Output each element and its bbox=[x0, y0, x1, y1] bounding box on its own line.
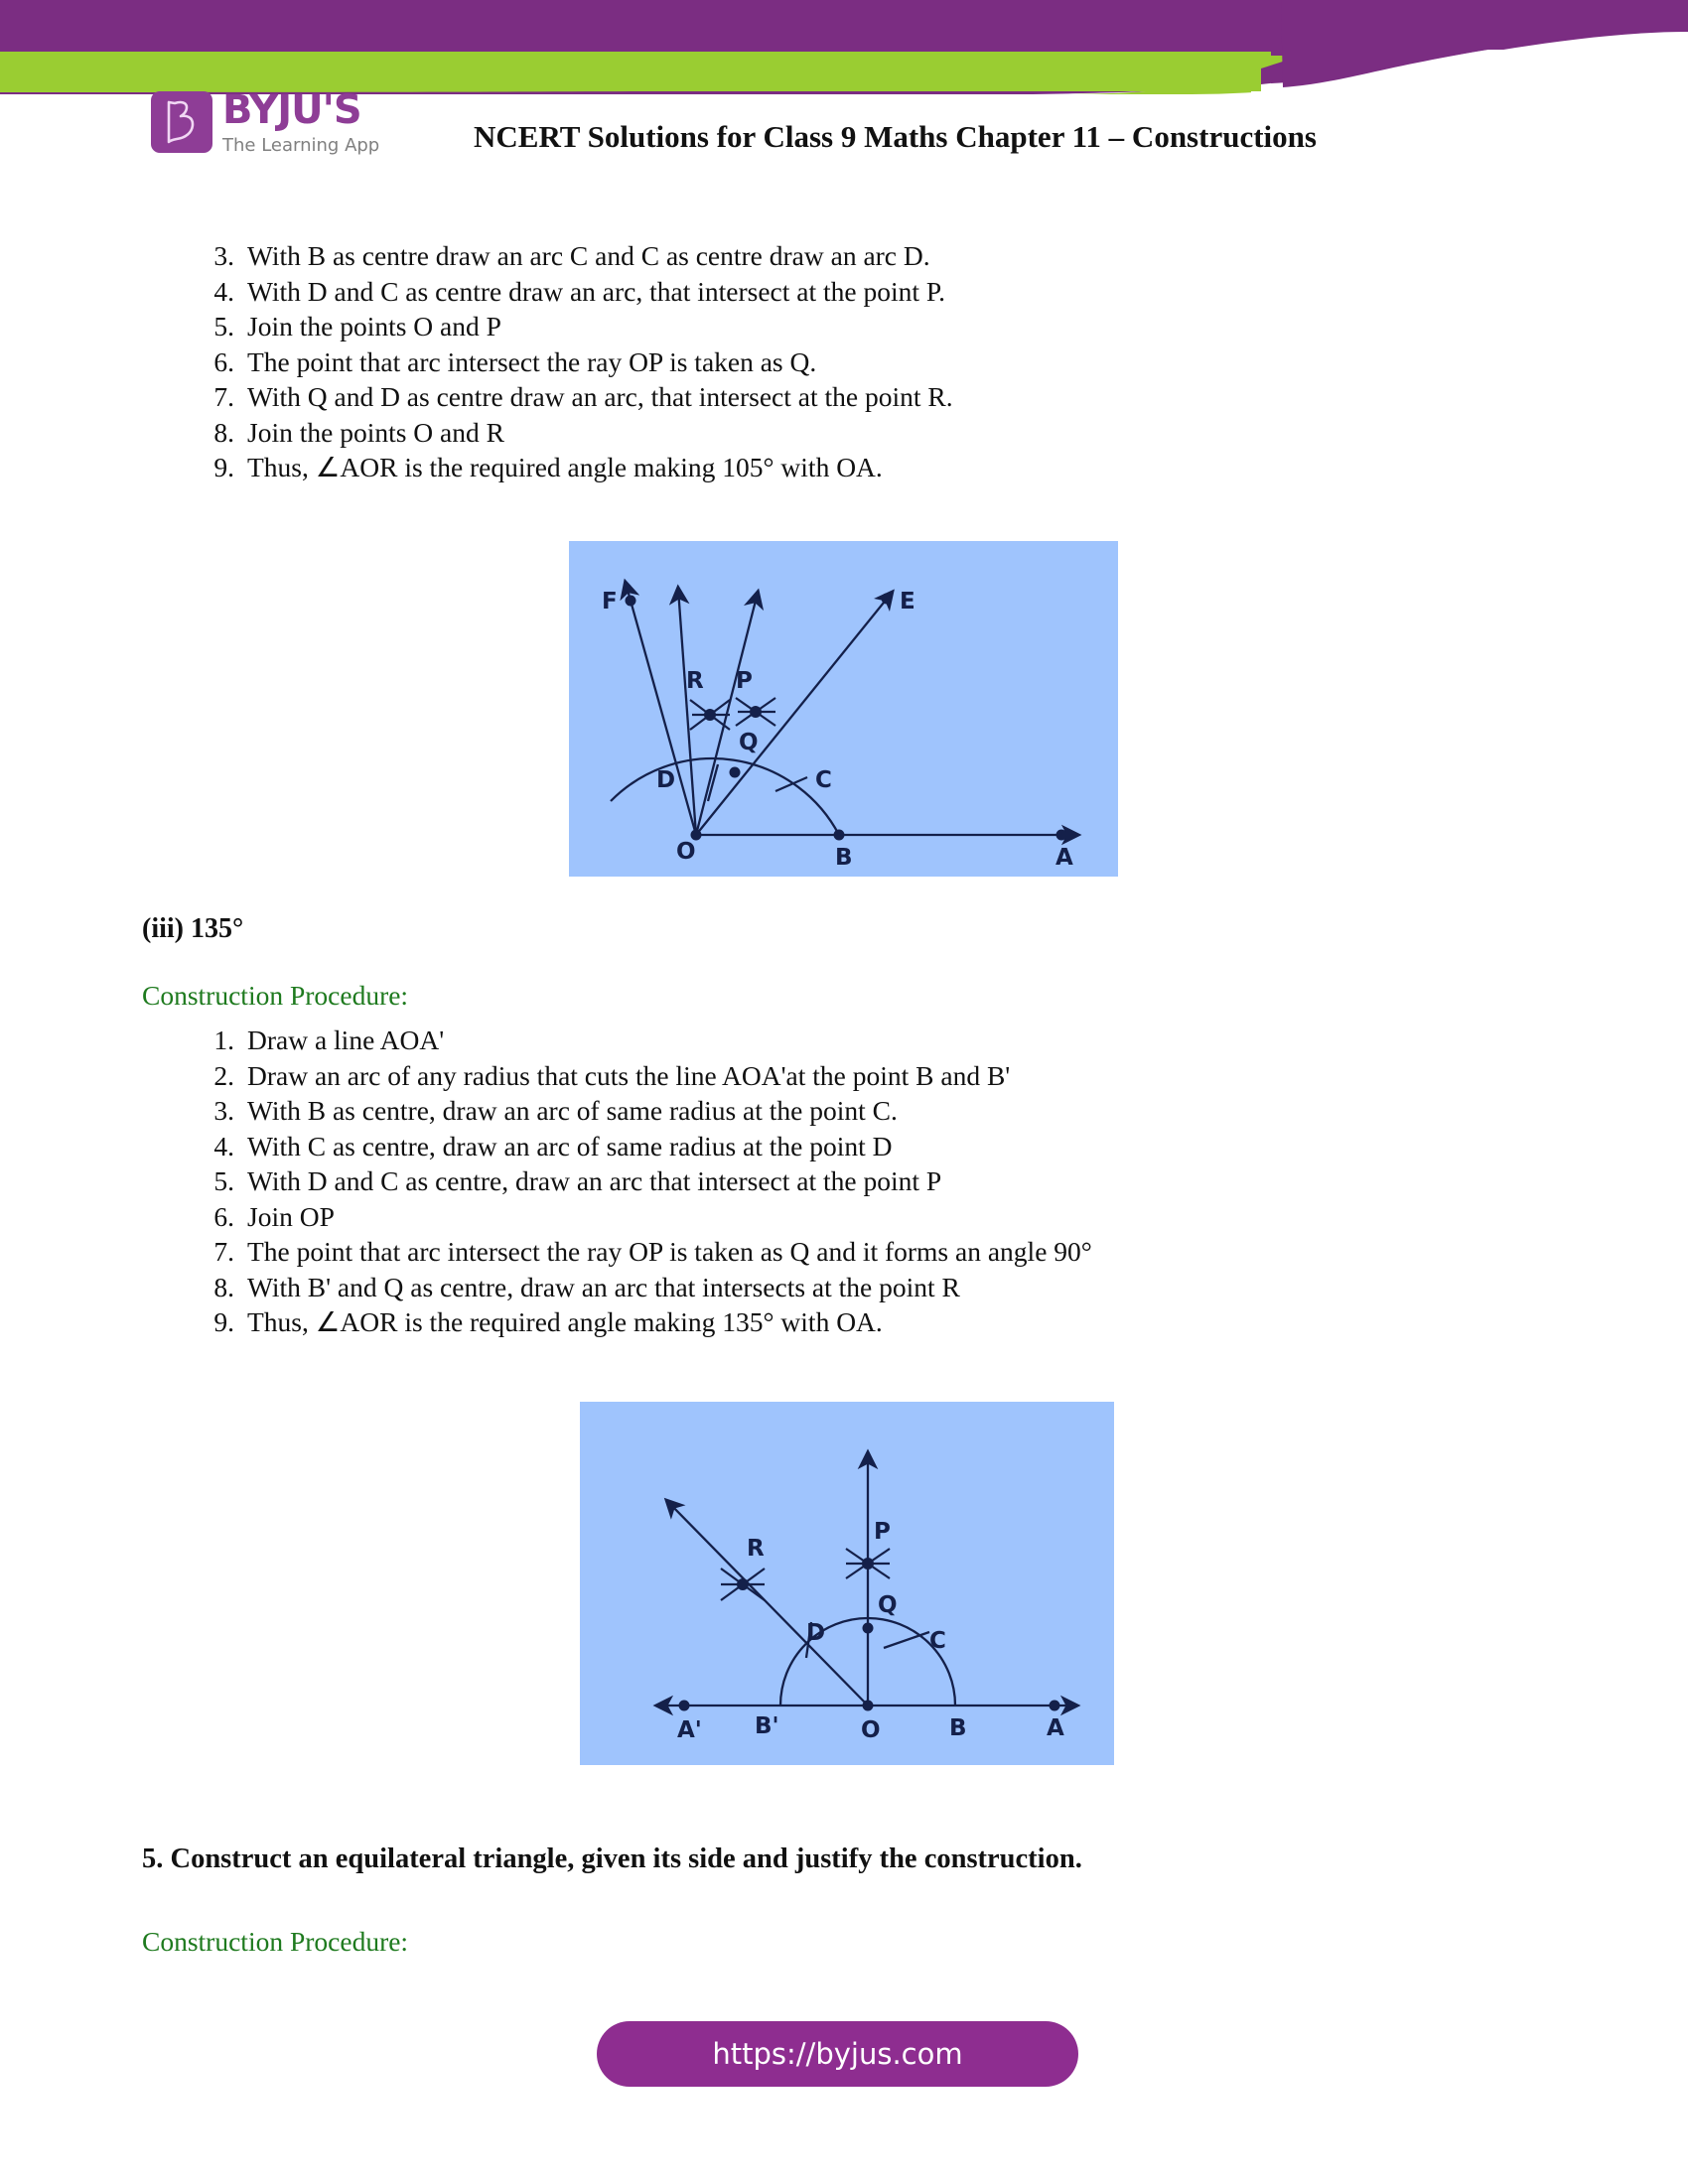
page-title: NCERT Solutions for Class 9 Maths Chapter 11 – Constructions bbox=[474, 119, 1317, 154]
label-P: P bbox=[736, 668, 753, 694]
label-R: R bbox=[686, 668, 704, 694]
point-O bbox=[863, 1701, 874, 1711]
label-D: D bbox=[656, 767, 676, 793]
point-A bbox=[1050, 1701, 1060, 1711]
byjus-logo-wordmark: BYJU'S bbox=[222, 87, 361, 133]
list-item bbox=[191, 1304, 1303, 1340]
list-item-text: The point that arc intersect the ray OP is taken as Q and it forms an angle 90° bbox=[247, 1236, 1092, 1267]
list-item bbox=[191, 1093, 1303, 1129]
list-item-text: Draw an arc of any radius that cuts the line AOA'at the point B and B' bbox=[247, 1059, 1011, 1091]
list-item-number: 4. bbox=[213, 1130, 234, 1161]
list-item-text: With B as centre draw an arc C and C as centre draw an arc D. bbox=[247, 240, 930, 271]
label-B: B bbox=[949, 1715, 967, 1741]
list-item bbox=[191, 379, 1283, 415]
list-item-number: 6. bbox=[213, 1200, 234, 1232]
label-P: P bbox=[874, 1519, 891, 1545]
list-item bbox=[191, 238, 1283, 274]
list-item-number: 1. bbox=[213, 1024, 234, 1055]
byjus-logo-mark-icon bbox=[151, 91, 212, 153]
construction-diagram-105-degrees bbox=[569, 541, 1118, 877]
footer-url-text: https://byjus.com bbox=[712, 2037, 963, 2071]
list-item-number: 9. bbox=[213, 1306, 234, 1337]
list-item-text: Draw a line AOA' bbox=[247, 1024, 445, 1055]
list-item bbox=[191, 1023, 1303, 1058]
list-item-text: The point that arc intersect the ray OP is taken as Q. bbox=[247, 345, 817, 377]
point-P-dot bbox=[862, 1558, 874, 1570]
label-A: A bbox=[1047, 1715, 1064, 1741]
ray-OF bbox=[626, 583, 696, 835]
label-C: C bbox=[929, 1628, 946, 1654]
list-item-text: With C as centre, draw an arc of same radius at the point D bbox=[247, 1130, 893, 1161]
label-A-prime: A' bbox=[677, 1717, 702, 1743]
list-item bbox=[191, 1234, 1303, 1270]
label-B-prime: B' bbox=[755, 1713, 779, 1739]
byjus-logo bbox=[151, 89, 379, 155]
ray-OR bbox=[667, 1501, 868, 1706]
label-Q: Q bbox=[739, 730, 759, 755]
list-item-text: With Q and D as centre draw an arc, that intersect at the point R. bbox=[247, 381, 953, 412]
steps-list-135 bbox=[191, 1023, 1303, 1340]
list-item bbox=[191, 1163, 1303, 1199]
construction-procedure-label-135: Construction Procedure: bbox=[142, 980, 409, 1011]
list-item-text: With D and C as centre, draw an arc that intersect at the point P bbox=[247, 1165, 942, 1196]
point-E bbox=[882, 594, 893, 605]
list-item-number: 2. bbox=[213, 1059, 234, 1091]
point-R-dot bbox=[704, 709, 716, 721]
list-item bbox=[191, 1058, 1303, 1094]
list-item bbox=[191, 274, 1283, 310]
list-item-number: 3. bbox=[213, 240, 234, 271]
label-A: A bbox=[1055, 845, 1073, 871]
label-E: E bbox=[900, 589, 915, 614]
subsection-heading-135: (iii) 135° bbox=[142, 913, 244, 944]
list-item-number: 6. bbox=[213, 345, 234, 377]
list-item bbox=[191, 450, 1283, 485]
point-Q bbox=[863, 1623, 874, 1634]
diagram-points bbox=[626, 594, 1067, 841]
list-item bbox=[191, 1129, 1303, 1164]
list-item-text: Thus, ∠AOR is the required angle making 105° with OA. bbox=[247, 452, 883, 482]
list-item bbox=[191, 1199, 1303, 1235]
list-item-number: 9. bbox=[213, 452, 234, 482]
point-R-dot bbox=[737, 1578, 749, 1590]
list-item-text: Join OP bbox=[247, 1200, 335, 1232]
list-item-number: 7. bbox=[213, 381, 234, 412]
arc-main bbox=[611, 758, 839, 835]
label-O: O bbox=[676, 839, 696, 865]
list-item-text: Join the points O and R bbox=[247, 416, 504, 448]
steps-list-105 bbox=[191, 238, 1283, 485]
label-R: R bbox=[747, 1536, 765, 1562]
label-D: D bbox=[806, 1620, 826, 1646]
list-item bbox=[191, 344, 1283, 380]
label-C: C bbox=[815, 767, 832, 793]
list-item-number: 7. bbox=[213, 1236, 234, 1267]
label-B: B bbox=[835, 845, 853, 871]
list-item-number: 3. bbox=[213, 1095, 234, 1126]
point-P-dot bbox=[750, 706, 762, 718]
list-item-text: With B as centre, draw an arc of same radius at the point C. bbox=[247, 1095, 898, 1126]
list-item-text: With B' and Q as centre, draw an arc that intersects at the point R bbox=[247, 1271, 960, 1302]
list-item-number: 8. bbox=[213, 416, 234, 448]
list-item bbox=[191, 309, 1283, 344]
list-item-number: 5. bbox=[213, 311, 234, 341]
list-item-text: With D and C as centre draw an arc, that intersect at the point P. bbox=[247, 275, 945, 307]
ray-OR bbox=[678, 589, 696, 835]
point-B bbox=[834, 830, 845, 841]
byjus-logo-tagline: The Learning App bbox=[222, 135, 380, 156]
construction-diagram-135-degrees bbox=[580, 1402, 1114, 1765]
arc-mark-C bbox=[884, 1632, 929, 1648]
label-Q: Q bbox=[878, 1592, 898, 1618]
list-item-number: 8. bbox=[213, 1271, 234, 1302]
construction-procedure-label-q5: Construction Procedure: bbox=[142, 1926, 409, 1957]
page-header bbox=[0, 77, 1688, 192]
point-A bbox=[1056, 830, 1067, 841]
list-item-text: Thus, ∠AOR is the required angle making 135° with OA. bbox=[247, 1306, 883, 1337]
list-item-text: Join the points O and P bbox=[247, 311, 501, 341]
point-Q bbox=[730, 767, 741, 778]
label-O: O bbox=[861, 1717, 881, 1743]
point-F bbox=[626, 596, 636, 607]
point-A-prime bbox=[679, 1701, 690, 1711]
label-F: F bbox=[602, 589, 618, 614]
list-item bbox=[191, 1270, 1303, 1305]
list-item bbox=[191, 415, 1283, 451]
byjus-url-footer-button[interactable] bbox=[597, 2021, 1078, 2087]
question-5-heading: 5. Construct an equilateral triangle, given its side and justify the construction. bbox=[142, 1843, 1082, 1874]
list-item-number: 4. bbox=[213, 275, 234, 307]
list-item-number: 5. bbox=[213, 1165, 234, 1196]
